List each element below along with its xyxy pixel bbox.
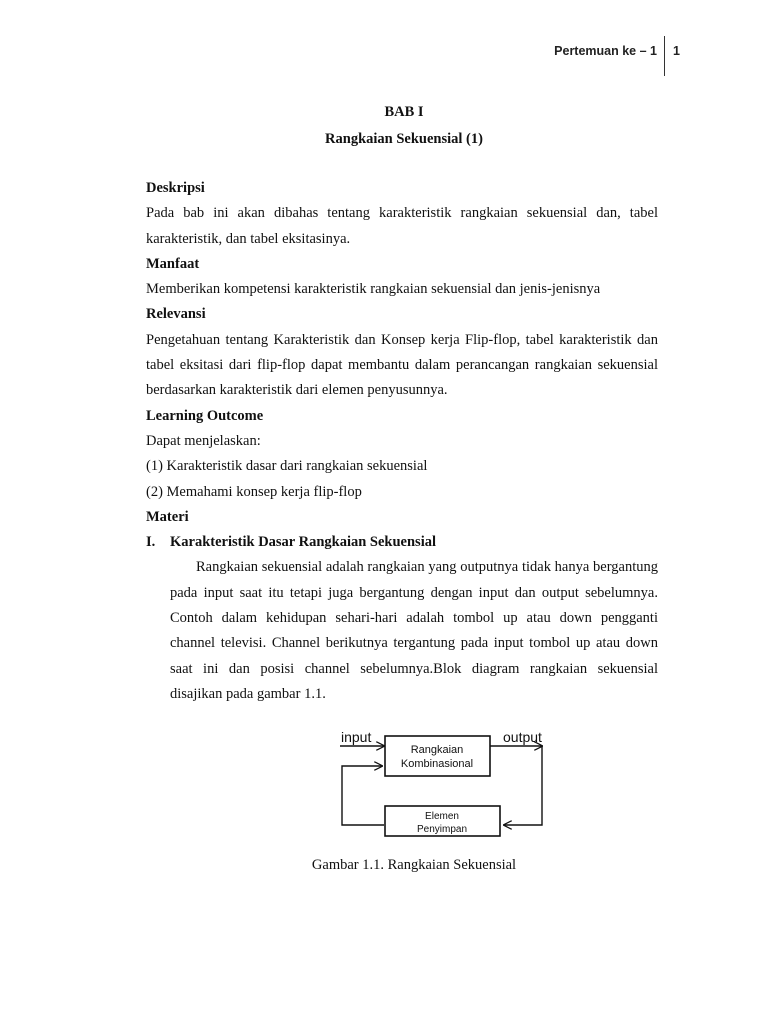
- section-paragraph-text: Rangkaian sekuensial adalah rangkaian yang outputnya tidak hanya bergantung pada input saat itu tetapi juga bergantung dengan input dan output sebelumnya. Contoh dalam kehidupan sehari-hari adalah tombol up atau down pengganti channel televisi. Channel berikutnya tergantung pada input tombol up atau down saat ini dan posisi channel sebelumnya.Blok diagram rangkaian sekuensial disajikan pada gambar 1.1.: [170, 559, 658, 702]
- chapter-subtitle: Rangkaian Sekuensial (1): [325, 131, 483, 147]
- learning-outcome-intro: Dapat menjelaskan:: [146, 432, 261, 449]
- section-paragraph: [146, 555, 658, 707]
- section-heading: [146, 530, 658, 555]
- feedback-line-left: [342, 766, 384, 825]
- deskripsi-text: Pada bab ini akan dibahas tentang karakteristik rangkaian sekuensial dan, tabel karakteristik, dan tabel eksitasinya.: [146, 205, 658, 247]
- combinational-label-1: Rangkaian: [410, 744, 464, 756]
- learning-outcome-item: (1) Karakteristik dasar dari rangkaian sekuensial: [146, 458, 428, 475]
- input-label: input: [341, 729, 372, 745]
- manfaat-heading: Manfaat: [146, 255, 200, 272]
- feedback-line-right: [504, 746, 542, 825]
- section-title: Karakteristik Dasar Rangkaian Sekuensial: [170, 534, 437, 551]
- combinational-label-2: Kombinasional: [400, 758, 474, 770]
- page-number: 1: [673, 44, 680, 58]
- learning-outcome-item: (2) Memahami konsep kerja flip-flop: [146, 483, 362, 500]
- header-divider: [664, 36, 665, 76]
- header-meeting: Pertemuan ke – 1: [554, 44, 657, 58]
- figure-caption: Gambar 1.1. Rangkaian Sekuensial: [311, 857, 517, 873]
- relevansi-text: Pengetahuan tentang Karakteristik dan Konsep kerja Flip-flop, tabel karakteristik dan tabel eksitasi dari flip-flop dapat membantu dalam perancangan rangkaian sekuensial berdasarkan karakteristik dari elemen penyusunnya.: [146, 331, 658, 399]
- combinational-block: [385, 736, 490, 776]
- storage-label-1: Elemen: [425, 811, 459, 822]
- storage-label-2: Penyimpan: [416, 824, 468, 835]
- learning-outcome-heading: Learning Outcome: [146, 407, 264, 424]
- output-label: output: [503, 729, 542, 745]
- chapter-title: BAB I: [384, 104, 424, 120]
- relevansi-heading: Relevansi: [146, 306, 206, 323]
- sequential-block-diagram: [330, 722, 570, 844]
- manfaat-text: Memberikan kompetensi karakteristik rangkaian sekuensial dan jenis-jenisnya: [146, 281, 601, 298]
- document-body: [146, 176, 658, 707]
- materi-heading: Materi: [146, 508, 189, 525]
- section-number: I.: [146, 534, 156, 551]
- deskripsi-heading: Deskripsi: [146, 180, 205, 196]
